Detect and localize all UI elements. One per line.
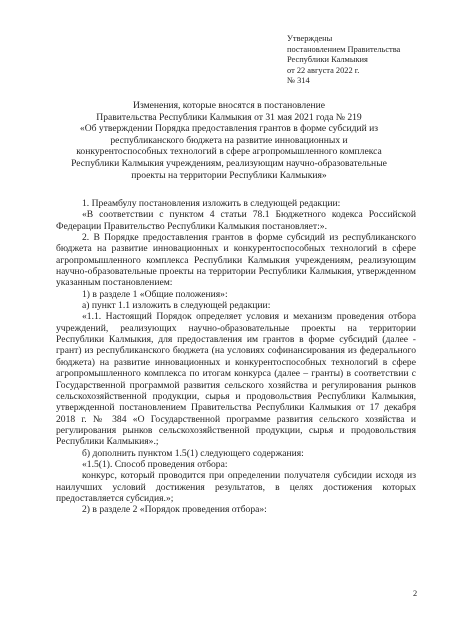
title-line: проекты на территории Республики Калмыкия» xyxy=(131,169,327,181)
paragraph: конкурс, который проводится при определении получателя субсидии исходя из наилучших условий достижения результатов, в целях достижения которых предоставляется субсидия.»; xyxy=(56,470,416,504)
paragraph: 2. В Порядке предоставления грантов в форме субсидий из республиканского бюджета на развитие инновационных и конкурентоспособных технологий в сфере агропромышленного комплекса Республики Калмыкия учреждениям, реализующим научно-образовательные проекты на территории Республики Калмыкия, утвержденном указанным постановлением: xyxy=(56,232,416,289)
approval-date: от 22 августа 2022 г. xyxy=(287,65,360,75)
approval-line: постановлением Правительства xyxy=(287,44,401,54)
page-number: 2 xyxy=(413,589,418,598)
title-line: Правительства Республики Калмыкия от 31 мая 2021 года № 219 xyxy=(96,111,362,123)
paragraph: «В соответствии с пунктом 4 статьи 78.1 Бюджетного кодекса Российской Федерации Правительство Республики Калмыкия постановляет:». xyxy=(56,209,416,232)
paragraph: 1) в разделе 1 «Общие положения»: xyxy=(82,288,228,300)
paragraph: 2) в разделе 2 «Порядок проведения отбора»: xyxy=(82,504,267,516)
title-line: Изменения, которые вносятся в постановление xyxy=(133,100,325,111)
paragraph: а) пункт 1.1 изложить в следующей редакции: xyxy=(82,300,271,312)
title-line: «Об утверждении Порядка предоставления грантов в форме субсидий из xyxy=(79,123,379,135)
approval-number: № 314 xyxy=(287,76,310,86)
paragraph: «1.5(1). Способ проведения отбора: xyxy=(82,458,228,470)
title-line: республиканского бюджета на развитие инновационных и xyxy=(110,134,348,146)
paragraph: 1. Преамбулу постановления изложить в следующей редакции: xyxy=(82,198,341,209)
approval-line: Республики Калмыкия xyxy=(287,55,368,65)
approval-stamp xyxy=(287,34,400,87)
document-title xyxy=(56,100,402,181)
title-line: Республики Калмыкия учреждениям, реализующим научно-образовательные xyxy=(71,157,387,169)
paragraph: «1.1. Настоящий Порядок определяет условия и механизм проведения отбора учреждений, реализующих научно-образовательные проекты на территории Республики Калмыкия, для предоставления им грантов в форме субсидий (далее - грант) из республиканского бюджета (на условиях софинансирования из федерального бюджета) на развитие инновационных и конкурентоспособных технологий в сфере агропромышленного комплекса по итогам конкурса (далее – гранты) в соответствии с Государственной программой развития сельского хозяйства и регулирования рынков сельскохозяйственной продукции, сырья и продовольствия Республики Калмыкия, утвержденной постановлением Правительства Республики Калмыкия от 17 декабря 2018 г. № 384 «О Государственной программе развития сельского хозяйства и регулирования рынков сельскохозяйственной продукции, сырья и продовольствия Республики Калмыкия».; xyxy=(56,311,416,448)
document-body xyxy=(56,198,416,516)
title-line: конкурентоспособных технологий в сфере агропромышленного комплекса xyxy=(76,146,382,158)
approval-line: Утверждены xyxy=(287,34,333,43)
paragraph: б) дополнить пунктом 1.5(1) следующего содержания: xyxy=(82,447,304,459)
